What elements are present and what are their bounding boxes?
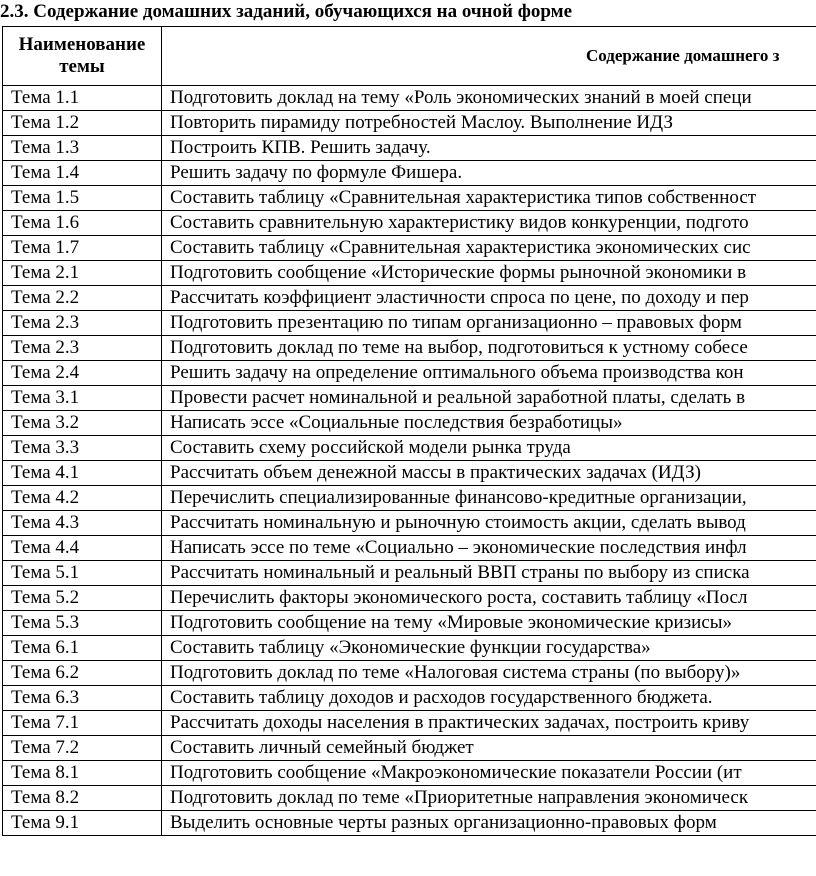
table-row — [3, 561, 816, 586]
topic-cell: Тема 3.2 — [3, 411, 162, 436]
table-row — [3, 611, 816, 636]
task-cell: Подготовить презентацию по типам организационно – правовых форм — [162, 311, 816, 336]
topic-cell: Тема 6.2 — [3, 661, 162, 686]
topic-cell: Тема 5.1 — [3, 561, 162, 586]
table-row — [3, 636, 816, 661]
task-cell: Подготовить доклад по теме «Налоговая система страны (по выбору)» — [162, 661, 816, 686]
table-row — [3, 586, 816, 611]
topic-cell: Тема 4.1 — [3, 461, 162, 486]
topic-cell: Тема 6.1 — [3, 636, 162, 661]
task-cell: Составить сравнительную характеристику видов конкуренции, подгото — [162, 211, 816, 236]
table-row — [3, 786, 816, 811]
task-cell: Построить КПВ. Решить задачу. — [162, 136, 816, 161]
topic-cell: Тема 4.4 — [3, 536, 162, 561]
topic-cell: Тема 1.5 — [3, 186, 162, 211]
task-cell: Перечислить факторы экономического роста, составить таблицу «Посл — [162, 586, 816, 611]
topic-cell: Тема 3.3 — [3, 436, 162, 461]
table-row — [3, 186, 816, 211]
task-cell: Составить схему российской модели рынка труда — [162, 436, 816, 461]
task-cell: Рассчитать номинальную и рыночную стоимость акции, сделать вывод — [162, 511, 816, 536]
task-cell: Перечислить специализированные финансово-кредитные организации, — [162, 486, 816, 511]
table-row — [3, 411, 816, 436]
task-cell: Составить личный семейный бюджет — [162, 736, 816, 761]
task-cell: Выделить основные черты разных организационно-правовых форм — [162, 811, 816, 836]
topic-cell: Тема 2.4 — [3, 361, 162, 386]
topic-cell: Тема 1.6 — [3, 211, 162, 236]
task-cell: Рассчитать доходы населения в практических задачах, построить криву — [162, 711, 816, 736]
topic-cell: Тема 1.2 — [3, 111, 162, 136]
topic-cell: Тема 2.2 — [3, 286, 162, 311]
topic-cell: Тема 1.4 — [3, 161, 162, 186]
table-row — [3, 136, 816, 161]
topic-cell: Тема 5.2 — [3, 586, 162, 611]
table-row — [3, 536, 816, 561]
topic-cell: Тема 1.1 — [3, 86, 162, 111]
task-cell: Составить таблицу доходов и расходов государственного бюджета. — [162, 686, 816, 711]
table-row — [3, 711, 816, 736]
task-cell: Составить таблицу «Сравнительная характеристика экономических сис — [162, 236, 816, 261]
topic-cell: Тема 8.2 — [3, 786, 162, 811]
table-row — [3, 761, 816, 786]
topic-cell: Тема 6.3 — [3, 686, 162, 711]
table-row — [3, 436, 816, 461]
table-row — [3, 161, 816, 186]
table-row — [3, 811, 816, 836]
topic-cell: Тема 2.1 — [3, 261, 162, 286]
task-cell: Решить задачу на определение оптимального объема производства кон — [162, 361, 816, 386]
table-row — [3, 236, 816, 261]
topic-cell: Тема 3.1 — [3, 386, 162, 411]
topic-cell: Тема 2.3 — [3, 311, 162, 336]
topic-cell: Тема 4.3 — [3, 511, 162, 536]
table-row — [3, 361, 816, 386]
topic-cell: Тема 8.1 — [3, 761, 162, 786]
page-title: 2.3. Содержание домашних заданий, обучающихся на очной форме — [0, 1, 573, 22]
task-cell: Рассчитать объем денежной массы в практических задачах (ИДЗ) — [162, 461, 816, 486]
table-row — [3, 661, 816, 686]
topic-cell: Тема 4.2 — [3, 486, 162, 511]
table-row — [3, 261, 816, 286]
topic-cell: Тема 7.1 — [3, 711, 162, 736]
task-cell: Составить таблицу «Экономические функции государства» — [162, 636, 816, 661]
task-cell: Рассчитать коэффициент эластичности спроса по цене, по доходу и пер — [162, 286, 816, 311]
topic-cell: Тема 7.2 — [3, 736, 162, 761]
task-cell: Решить задачу по формуле Фишера. — [162, 161, 816, 186]
task-cell: Подготовить доклад по теме на выбор, подготовиться к устному собесе — [162, 336, 816, 361]
task-cell: Подготовить сообщение «Макроэкономические показатели России (ит — [162, 761, 816, 786]
homework-table — [2, 26, 816, 836]
table-row — [3, 86, 816, 111]
task-cell: Написать эссе «Социальные последствия безработицы» — [162, 411, 816, 436]
table-row — [3, 211, 816, 236]
topic-cell: Тема 5.3 — [3, 611, 162, 636]
task-cell: Рассчитать номинальный и реальный ВВП страны по выбору из списка — [162, 561, 816, 586]
topic-cell: Тема 1.3 — [3, 136, 162, 161]
table-row — [3, 736, 816, 761]
task-cell: Провести расчет номинальной и реальной заработной платы, сделать в — [162, 386, 816, 411]
task-cell: Подготовить сообщение на тему «Мировые экономические кризисы» — [162, 611, 816, 636]
task-cell: Подготовить доклад по теме «Приоритетные направления экономическ — [162, 786, 816, 811]
table-body — [3, 86, 816, 836]
table-header-row — [3, 27, 816, 86]
task-cell: Составить таблицу «Сравнительная характеристика типов собственност — [162, 186, 816, 211]
topic-cell: Тема 2.3 — [3, 336, 162, 361]
topic-cell: Тема 9.1 — [3, 811, 162, 836]
table-row — [3, 286, 816, 311]
table-row — [3, 311, 816, 336]
table-row — [3, 386, 816, 411]
table-row — [3, 461, 816, 486]
header-topic: Наименование темы — [3, 27, 162, 86]
table-row — [3, 336, 816, 361]
task-cell: Подготовить доклад на тему «Роль экономических знаний в моей специ — [162, 86, 816, 111]
table-row — [3, 111, 816, 136]
header-content: Содержание домашнего з — [162, 27, 816, 86]
table-row — [3, 686, 816, 711]
task-cell: Написать эссе по теме «Социально – экономические последствия инфл — [162, 536, 816, 561]
table-row — [3, 511, 816, 536]
task-cell: Повторить пирамиду потребностей Маслоу. Выполнение ИДЗ — [162, 111, 816, 136]
task-cell: Подготовить сообщение «Исторические формы рыночной экономики в — [162, 261, 816, 286]
table-row — [3, 486, 816, 511]
topic-cell: Тема 1.7 — [3, 236, 162, 261]
